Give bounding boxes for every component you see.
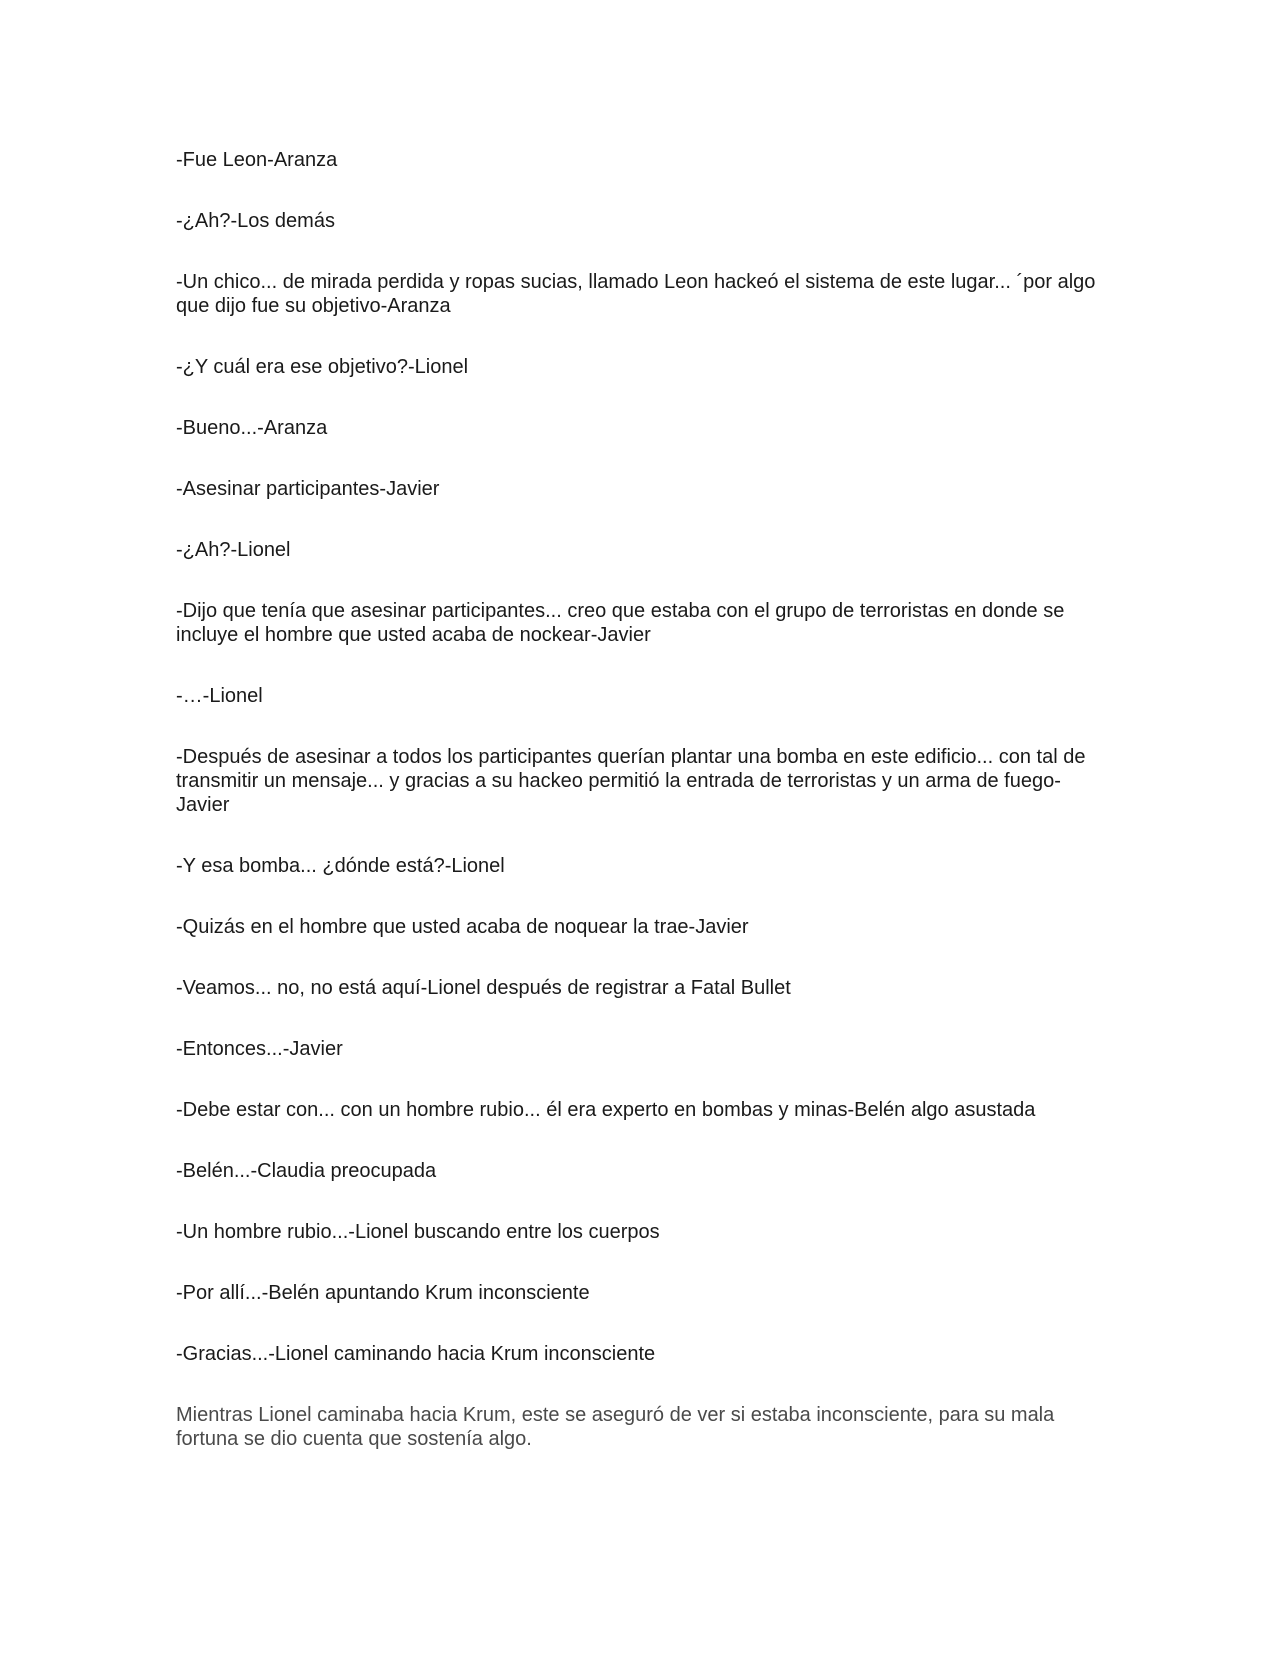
dialogue-line: -¿Y cuál era ese objetivo?-Lionel (176, 356, 469, 378)
dialogue-line: -Gracias...-Lionel caminando hacia Krum inconsciente (176, 1343, 656, 1365)
dialogue-line: -Veamos... no, no está aquí-Lionel después de registrar a Fatal Bullet (176, 977, 791, 999)
dialogue-line: -Fue Leon-Aranza (176, 149, 338, 171)
dialogue-line: -Por allí...-Belén apuntando Krum inconsciente (176, 1282, 590, 1304)
dialogue-line: -Un chico... de mirada perdida y ropas sucias, llamado Leon hackeó el sistema de este lugar... ´por algo que dijo fue su objetivo-Aranza (176, 271, 1101, 317)
dialogue-line: -¿Ah?-Lionel (176, 539, 291, 561)
dialogue-line: -Debe estar con... con un hombre rubio... él era experto en bombas y minas-Belén algo asustada (176, 1099, 1036, 1121)
dialogue-line: -…-Lionel (176, 685, 263, 707)
dialogue-line: -Dijo que tenía que asesinar participantes... creo que estaba con el grupo de terroristas en donde se incluye el hombre que usted acaba de nockear-Javier (176, 600, 1070, 646)
dialogue-line: -Belén...-Claudia preocupada (176, 1160, 437, 1182)
dialogue-line: -Quizás en el hombre que usted acaba de noquear la trae-Javier (176, 916, 749, 938)
narration-paragraph: Mientras Lionel caminaba hacia Krum, este se aseguró de ver si estaba inconsciente, para su mala fortuna se dio cuenta que sostenía algo. (176, 1404, 1060, 1450)
dialogue-line: -¿Ah?-Los demás (176, 210, 335, 232)
dialogue-line: -Asesinar participantes-Javier (176, 478, 440, 500)
document-body (176, 148, 1106, 1488)
dialogue-line: -Un hombre rubio...-Lionel buscando entre los cuerpos (176, 1221, 660, 1243)
dialogue-line: -Entonces...-Javier (176, 1038, 343, 1060)
dialogue-line: -Y esa bomba... ¿dónde está?-Lionel (176, 855, 505, 877)
dialogue-line: -Después de asesinar a todos los participantes querían plantar una bomba en este edificio... con tal de transmitir un mensaje... y gracias a su hackeo permitió la entrada de terroristas y un arma de fuego-Javier (176, 746, 1092, 816)
dialogue-line: -Bueno...-Aranza (176, 417, 328, 439)
